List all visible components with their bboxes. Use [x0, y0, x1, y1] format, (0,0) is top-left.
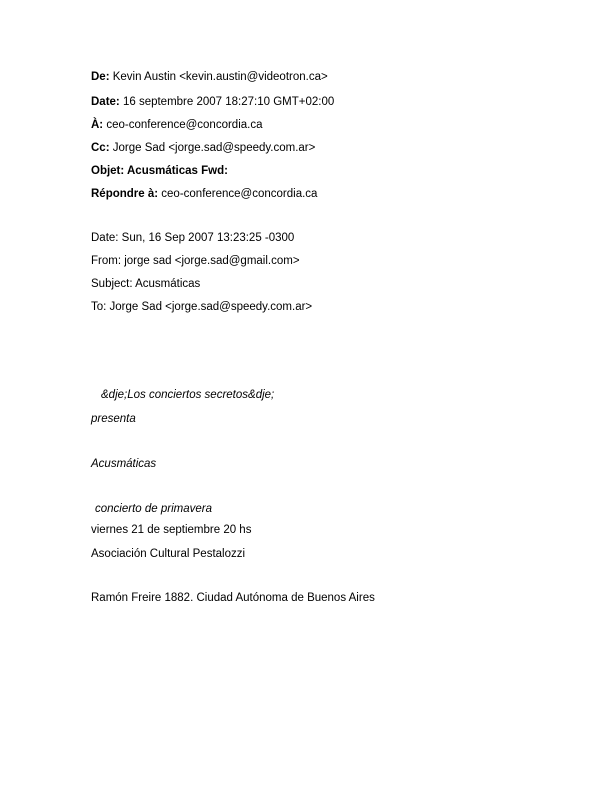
header-from [91, 70, 328, 84]
header-date [91, 95, 334, 109]
header-cc-label: Cc: [91, 142, 110, 154]
header-reply-to-label: Répondre à: [91, 188, 159, 200]
header-subject-label: Objet: Acusmáticas Fwd: [91, 165, 228, 177]
body-datetime: viernes 21 de septiembre 20 hs [91, 524, 252, 536]
body-title: Acusmáticas [91, 458, 157, 470]
header-date-value: 16 septembre 2007 18:27:10 GMT+02:00 [119, 96, 335, 108]
forwarded-date: Date: Sun, 16 Sep 2007 13:23:25 -0300 [91, 232, 295, 244]
forwarded-to: To: Jorge Sad <jorge.sad@speedy.com.ar> [91, 301, 313, 313]
body-venue: Asociación Cultural Pestalozzi [91, 548, 246, 560]
body-address: Ramón Freire 1882. Ciudad Autónoma de Buenos Aires [91, 592, 375, 604]
forwarded-from: From: jorge sad <jorge.sad@gmail.com> [91, 255, 300, 267]
header-cc-value: Jorge Sad <jorge.sad@speedy.com.ar> [109, 142, 316, 154]
header-date-label: Date: [91, 96, 120, 108]
header-cc [91, 141, 315, 155]
body-concert: concierto de primavera [95, 503, 212, 515]
header-to-value: ceo-conference@concordia.ca [103, 119, 263, 131]
forwarded-subject: Subject: Acusmáticas [91, 278, 201, 290]
header-reply-to-value: ceo-conference@concordia.ca [158, 188, 318, 200]
body-presents: presenta [91, 413, 136, 425]
header-reply-to [91, 187, 317, 201]
header-subject [91, 164, 228, 178]
header-to [91, 118, 262, 132]
body-series: &dje;Los conciertos secretos&dje; [101, 389, 275, 401]
header-from-label: De: [91, 71, 110, 83]
header-to-label: À: [91, 119, 104, 131]
header-from-value: Kevin Austin <kevin.austin@videotron.ca> [109, 71, 328, 83]
